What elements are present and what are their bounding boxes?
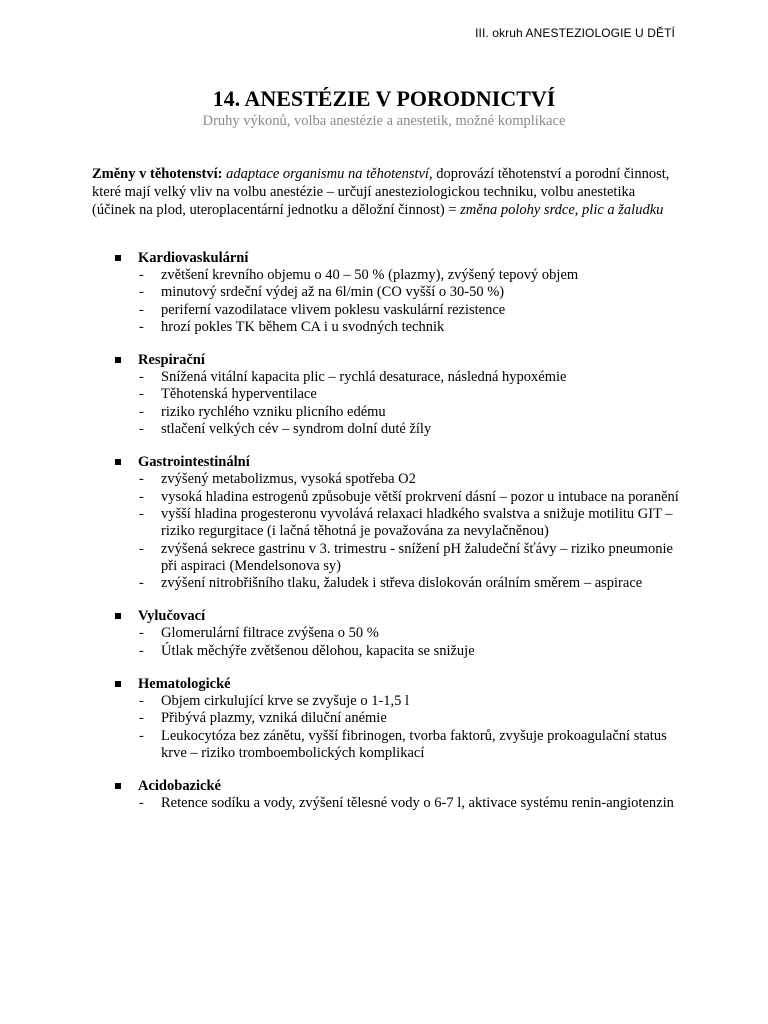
- list-item: [92, 625, 692, 642]
- dash-bullet-icon: -: [139, 421, 144, 438]
- page-title: 14. ANESTÉZIE V PORODNICTVÍ: [212, 86, 556, 111]
- dash-bullet-icon: -: [139, 488, 144, 505]
- square-bullet-icon: [115, 459, 121, 465]
- list-item: [92, 575, 692, 592]
- list-item: [92, 489, 692, 506]
- list-item-text: zvýšená sekrece gastrinu v 3. trimestru - snížení pH žaludeční šťávy – riziko pneumonie při aspiraci (Mendelsonova sy): [161, 540, 673, 574]
- section-excretory: [92, 608, 692, 660]
- intro-paragraph: [92, 165, 682, 219]
- dash-bullet-icon: -: [139, 386, 144, 403]
- list-item-text: zvýšený metabolizmus, vysoká spotřeba O2: [161, 471, 416, 488]
- section-heading-text: Acidobazické: [138, 778, 221, 795]
- list-item: [92, 643, 692, 660]
- dash-bullet-icon: -: [139, 369, 144, 386]
- list-item: [92, 267, 692, 284]
- list-item: [92, 506, 692, 541]
- intro-italic-ending: změna polohy srdce, plic a žaludku: [460, 202, 664, 218]
- list-item: [92, 302, 692, 319]
- list-item: [92, 421, 692, 438]
- intro-bold-label: Změny v těhotenství:: [92, 166, 223, 182]
- dash-bullet-icon: -: [139, 575, 144, 592]
- dash-bullet-icon: -: [139, 625, 144, 642]
- section-heading-text: Hematologické: [138, 676, 231, 693]
- square-bullet-icon: [115, 255, 121, 261]
- dash-bullet-icon: -: [139, 710, 144, 727]
- intro-italic-phrase: adaptace organismu na těhotenství: [226, 166, 429, 182]
- section-heading-text: Respirační: [138, 352, 205, 369]
- dash-bullet-icon: -: [139, 267, 144, 283]
- section-respiratory: [92, 352, 692, 438]
- list-item: [92, 284, 692, 301]
- section-heading: [92, 454, 692, 471]
- list-item: [92, 710, 692, 727]
- list-item-text: vysoká hladina estrogenů způsobuje větší prokrvení dásní – pozor u intubace na poranění: [161, 488, 679, 505]
- list-item-text: zvětšení krevního objemu o 40 – 50 % (plazmy), zvýšený tepový objem: [161, 267, 579, 283]
- sections-list: [92, 250, 692, 829]
- list-item-text: Přibývá plazmy, vzniká diluční anémie: [161, 710, 387, 727]
- list-item-text: Těhotenská hyperventilace: [161, 386, 317, 403]
- list-item: [92, 541, 692, 576]
- list-item: [92, 693, 692, 710]
- section-heading: [92, 250, 692, 267]
- list-item-text: periferní vazodilatace vlivem poklesu vaskulární rezistence: [161, 301, 506, 318]
- dash-bullet-icon: -: [139, 540, 144, 557]
- list-item-text: hrozí pokles TK během CA i u svodných technik: [161, 318, 445, 335]
- square-bullet-icon: [115, 783, 121, 789]
- section-heading-text: Vylučovací: [138, 608, 206, 625]
- list-item: [92, 404, 692, 421]
- list-item-text: Objem cirkulující krve se zvyšuje o 1-1,5 l: [161, 693, 410, 710]
- list-item-text: riziko rychlého vzniku plicního edému: [161, 403, 386, 420]
- list-item-text: minutový srdeční výdej až na 6l/min (CO vyšší o 30-50 %): [161, 284, 505, 301]
- section-heading-text: Kardiovaskulární: [138, 250, 249, 266]
- list-item: [92, 728, 692, 763]
- dash-bullet-icon: -: [139, 284, 144, 301]
- list-item: [92, 386, 692, 403]
- dash-bullet-icon: -: [139, 301, 144, 318]
- square-bullet-icon: [115, 357, 121, 363]
- list-item-text: zvýšení nitrobřišního tlaku, žaludek i střeva dislokován orálním směrem – aspirace: [161, 575, 643, 592]
- list-item-text: vyšší hladina progesteronu vyvolává relaxaci hladkého svalstva a snižuje motilitu GIT – riziko regurgitace (i lačná těhotná je považována za nevylačněnou): [161, 505, 673, 540]
- intro-body-text: , doprovází těhotenství a porodní činnost, které mají velký vliv na volbu anestézie – určují anesteziologickou techniku, volbu anestetika (účinek na plod, uteroplacentární jednotku a děložní činnost) =: [92, 166, 670, 218]
- list-item: [92, 319, 692, 336]
- section-heading: [92, 352, 692, 369]
- list-item-text: Retence sodíku a vody, zvýšení tělesné vody o 6-7 l, aktivace systému renin-angiotenzin: [161, 795, 674, 812]
- square-bullet-icon: [115, 613, 121, 619]
- section-heading: [92, 608, 692, 625]
- section-heading: [92, 676, 692, 693]
- section-hematologic: [92, 676, 692, 762]
- dash-bullet-icon: -: [139, 795, 144, 812]
- section-acid-base: [92, 778, 692, 812]
- list-item-text: Útlak měchýře zvětšenou dělohou, kapacita se snižuje: [161, 642, 475, 659]
- list-item-text: Snížená vitální kapacita plic – rychlá desaturace, následná hypoxémie: [161, 369, 567, 386]
- square-bullet-icon: [115, 681, 121, 687]
- dash-bullet-icon: -: [139, 642, 144, 659]
- section-heading: [92, 778, 692, 795]
- list-item-text: Leukocytóza bez zánětu, vyšší fibrinogen, tvorba faktorů, zvyšuje prokoagulační status krve – riziko tromboembolických komplikací: [161, 727, 667, 761]
- dash-bullet-icon: -: [139, 403, 144, 420]
- dash-bullet-icon: -: [139, 318, 144, 335]
- list-item-text: stlačení velkých cév – syndrom dolní duté žíly: [161, 421, 432, 438]
- list-item-text: Glomerulární filtrace zvýšena o 50 %: [161, 625, 379, 642]
- page-subtitle: Druhy výkonů, volba anestézie a anestetik, možné komplikace: [202, 113, 566, 129]
- dash-bullet-icon: -: [139, 471, 144, 488]
- dash-bullet-icon: -: [139, 505, 144, 522]
- list-item: [92, 795, 692, 812]
- list-item: [92, 369, 692, 386]
- list-item: [92, 471, 692, 488]
- dash-bullet-icon: -: [139, 727, 144, 744]
- section-cardiovascular: [92, 250, 692, 336]
- section-heading-text: Gastrointestinální: [138, 454, 250, 471]
- running-header: III. okruh ANESTEZIOLOGIE U DĚTÍ: [475, 26, 675, 40]
- dash-bullet-icon: -: [139, 693, 144, 710]
- section-gastrointestinal: [92, 454, 692, 592]
